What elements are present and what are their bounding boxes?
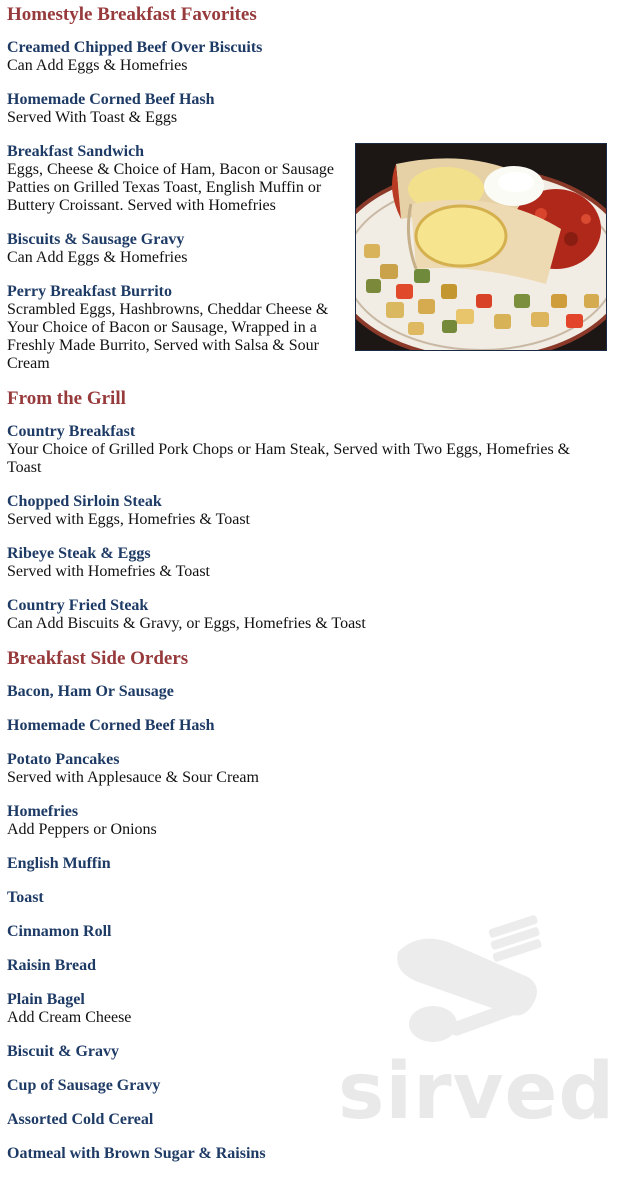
item-name: Chopped Sirloin Steak	[7, 493, 162, 510]
item-name: Oatmeal with Brown Sugar & Raisins	[7, 1145, 266, 1162]
section-title-sides: Breakfast Side Orders	[7, 648, 189, 669]
item-desc: Can Add Biscuits & Gravy, or Eggs, Homefries & Toast	[7, 615, 366, 632]
item-name: Toast	[7, 889, 44, 906]
item-name: Country Breakfast	[7, 423, 136, 440]
watermark-text: sirved	[338, 1047, 616, 1137]
item-name: Bacon, Ham Or Sausage	[7, 683, 174, 700]
item-name: Homemade Corned Beef Hash	[7, 91, 215, 108]
menu-item	[7, 855, 597, 873]
menu-item	[7, 91, 347, 127]
item-desc: Served with Homefries & Toast	[7, 563, 210, 580]
item-desc: Scrambled Eggs, Hashbrowns, Cheddar Cheese & Your Choice of Bacon or Sausage, Wrapped in a Freshly Made Burrito, Served with Salsa & Sour Cream	[7, 301, 329, 372]
item-desc: Served With Toast & Eggs	[7, 109, 178, 126]
menu-item	[7, 597, 597, 633]
item-name: Ribeye Steak & Eggs	[7, 545, 151, 562]
menu-item	[7, 231, 347, 267]
item-name: Homefries	[7, 803, 79, 820]
item-name: Cup of Sausage Gravy	[7, 1077, 161, 1094]
item-name: Raisin Bread	[7, 957, 97, 974]
item-name: Potato Pancakes	[7, 751, 120, 768]
burrito-illustration	[356, 144, 606, 350]
menu-item	[7, 493, 597, 529]
menu-item	[7, 803, 597, 839]
menu-item	[7, 39, 347, 75]
item-name: Biscuit & Gravy	[7, 1043, 119, 1060]
item-desc: Add Cream Cheese	[7, 1009, 132, 1026]
menu-item	[7, 889, 597, 907]
section-title-grill: From the Grill	[7, 388, 126, 409]
section-title-homestyle: Homestyle Breakfast Favorites	[7, 4, 257, 25]
item-name: Assorted Cold Cereal	[7, 1111, 154, 1128]
item-desc: Served with Eggs, Homefries & Toast	[7, 511, 250, 528]
item-name: Creamed Chipped Beef Over Biscuits	[7, 39, 263, 56]
item-desc: Served with Applesauce & Sour Cream	[7, 769, 259, 786]
menu-item	[7, 1077, 597, 1095]
menu-item	[7, 957, 597, 975]
item-desc: Can Add Eggs & Homefries	[7, 57, 188, 74]
menu-item	[7, 423, 597, 477]
item-desc: Eggs, Cheese & Choice of Ham, Bacon or Sausage Patties on Grilled Texas Toast, English Muffin or Buttery Croissant. Served with Homefries	[7, 161, 335, 214]
item-desc: Your Choice of Grilled Pork Chops or Ham Steak, Served with Two Eggs, Homefries & Toast	[7, 441, 571, 476]
item-name: Breakfast Sandwich	[7, 143, 145, 160]
menu-item	[7, 545, 597, 581]
menu-item	[7, 683, 597, 701]
menu-item	[7, 143, 347, 215]
menu-item	[7, 717, 597, 735]
menu-item	[7, 1043, 597, 1061]
item-name: Cinnamon Roll	[7, 923, 112, 940]
item-name: Plain Bagel	[7, 991, 85, 1008]
menu-item	[7, 923, 597, 941]
item-name: Biscuits & Sausage Gravy	[7, 231, 185, 248]
burrito-photo	[355, 143, 607, 351]
menu-item	[7, 991, 597, 1027]
item-desc: Can Add Eggs & Homefries	[7, 249, 188, 266]
item-name: English Muffin	[7, 855, 111, 872]
menu-item	[7, 283, 337, 373]
menu-item	[7, 1111, 597, 1129]
item-name: Perry Breakfast Burrito	[7, 283, 172, 300]
item-name: Homemade Corned Beef Hash	[7, 717, 215, 734]
menu-item	[7, 1145, 597, 1163]
item-desc: Add Peppers or Onions	[7, 821, 157, 838]
item-name: Country Fried Steak	[7, 597, 149, 614]
menu-item	[7, 751, 597, 787]
